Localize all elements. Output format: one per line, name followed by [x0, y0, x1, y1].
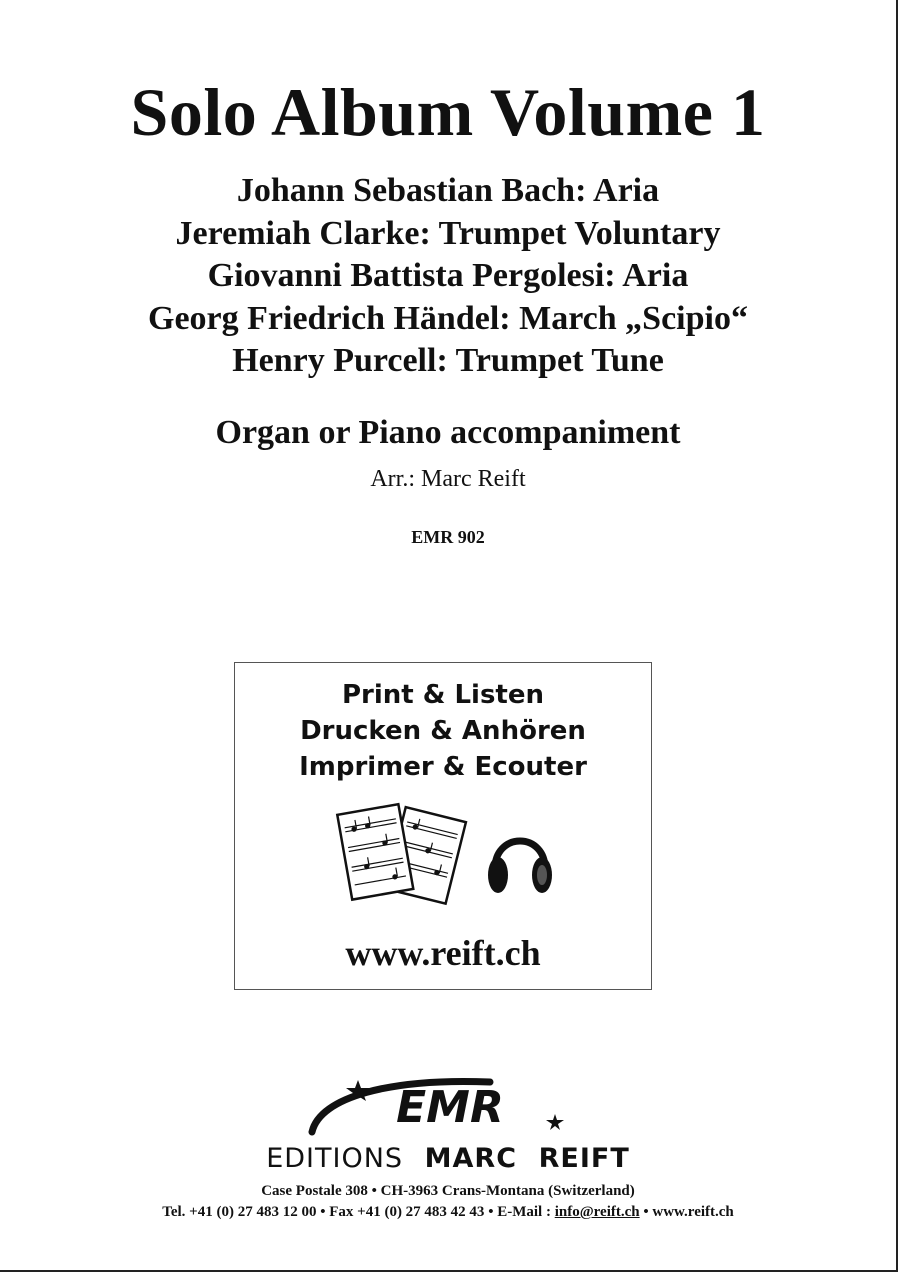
contact-separator: • — [484, 1204, 498, 1220]
piece-item: Georg Friedrich Händel: March „Scipio“ — [148, 299, 748, 337]
print-listen-lines — [235, 677, 651, 785]
contact-fax: Fax +41 (0) 27 483 42 43 — [329, 1204, 485, 1220]
piece-item: Giovanni Battista Pergolesi: Aria — [207, 257, 689, 294]
publisher-contact — [0, 1201, 896, 1223]
print-listen-icons — [335, 801, 565, 911]
piece-list — [0, 170, 896, 383]
contact-separator: • — [639, 1204, 653, 1220]
contact-tel: Tel. +41 (0) 27 483 12 00 — [162, 1204, 317, 1220]
publisher-name — [0, 1142, 896, 1176]
sheet-music-icon — [337, 804, 466, 904]
piece-item: Johann Sebastian Bach: Aria — [236, 172, 660, 209]
contact-email-link[interactable]: info@reift.ch — [554, 1204, 640, 1220]
headphones-icon — [488, 841, 552, 893]
emr-logo — [300, 1072, 580, 1142]
accompaniment-text: Organ or Piano accompaniment — [215, 414, 681, 451]
emr-logo-text: EMR — [396, 1082, 504, 1133]
page-title: Solo Album Volume 1 — [130, 74, 766, 150]
contact-email-label: E-Mail : — [497, 1204, 551, 1220]
catalog-number: EMR 902 — [411, 527, 485, 547]
publisher-address: Case Postale 308 • CH-3963 Crans-Montana (Switzerland) — [261, 1183, 635, 1199]
print-line-fr: Imprimer & Ecouter — [299, 752, 587, 782]
publisher-word: MARC — [424, 1143, 518, 1174]
contact-separator: • — [316, 1204, 330, 1220]
publisher-word: REIFT — [538, 1143, 630, 1174]
print-line-en: Print & Listen — [341, 680, 545, 710]
piece-item: Jeremiah Clarke: Trumpet Voluntary — [175, 214, 721, 252]
print-listen-box — [234, 662, 652, 990]
arranger-text: Arr.: Marc Reift — [370, 466, 526, 492]
website-url[interactable]: www.reift.ch — [345, 933, 541, 973]
piece-item: Henry Purcell: Trumpet Tune — [232, 342, 664, 379]
contact-web-link[interactable]: www.reift.ch — [652, 1204, 734, 1220]
print-line-de: Drucken & Anhören — [300, 716, 586, 746]
publisher-word: EDITIONS — [266, 1143, 404, 1174]
